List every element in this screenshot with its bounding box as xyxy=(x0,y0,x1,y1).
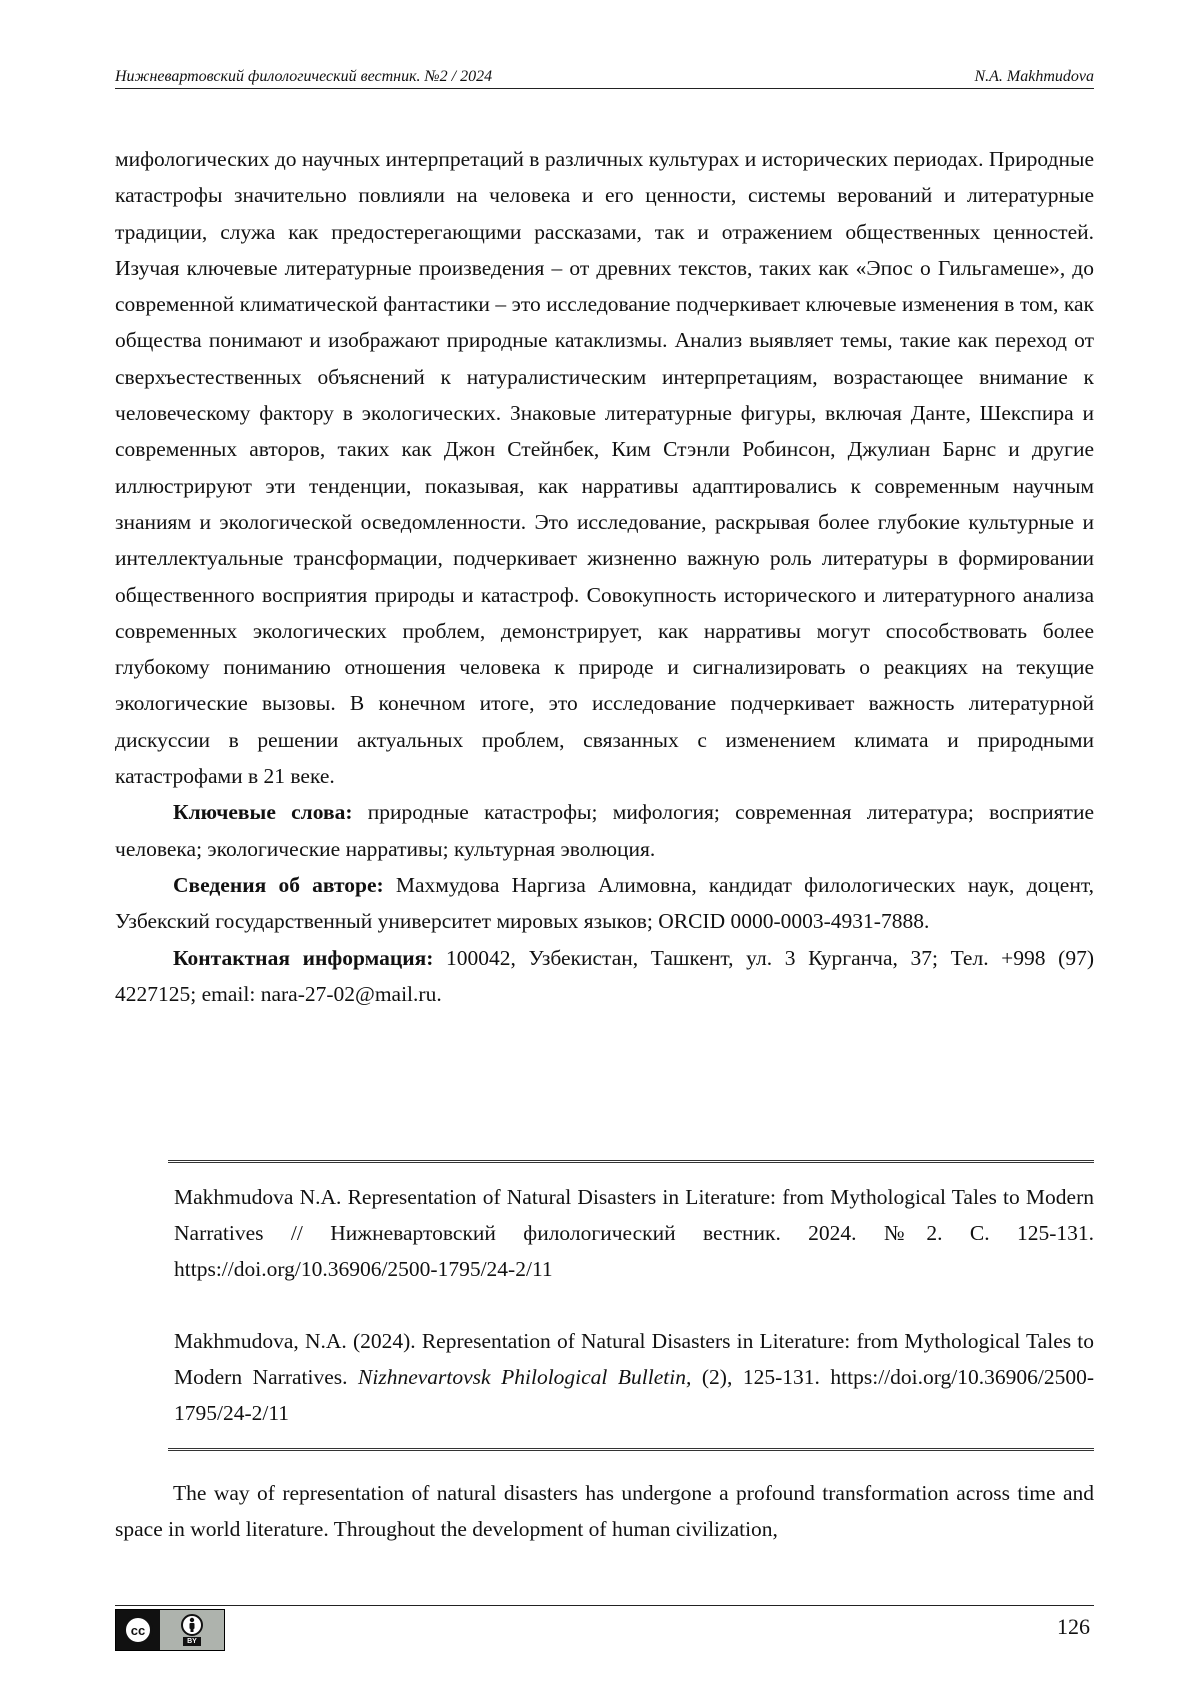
contact-label: Контактная информация: xyxy=(173,945,434,970)
author-info-text: Махмудова Наргиза Алимовна, кандидат филологических наук, доцент, Узбекский государственный университет мировых языков; ORCID 0000-0003-4931-7888. xyxy=(115,872,1094,934)
contact-paragraph xyxy=(115,940,1094,1013)
citation-apa-journal: Nizhnevartovsk Philological Bulletin, xyxy=(358,1365,692,1389)
citation-ru: Makhmudova N.A. Representation of Natural Disasters in Literature: from Mythological Tales to Modern Narratives // Нижневартовский филологический вестник. 2024. №2. С. 125-131. https://doi.org/10.36906/2500-1795/24-2/11 xyxy=(174,1185,1094,1281)
keywords-label: Ключевые слова: xyxy=(173,800,353,825)
body-paragraph: The way of representation of natural disasters has undergone a profound transformation across time and space in world literature. Throughout the development of human civilization, xyxy=(115,1481,1094,1542)
header-author: N.A. Makhmudova xyxy=(974,68,1094,85)
by-label: BY xyxy=(183,1637,201,1646)
keywords-paragraph xyxy=(115,794,1094,867)
person-icon xyxy=(181,1614,203,1636)
abstract-section xyxy=(115,141,1094,1012)
citation-apa-part1: Makhmudova, N.A. (2024). Representation of Natural Disasters in Literature: from Mythological Tales to Modern Narratives. xyxy=(174,1329,1094,1389)
page-number: 126 xyxy=(1057,1614,1090,1639)
cc-icon-wrap xyxy=(116,1610,160,1650)
footer-divider xyxy=(115,1605,1094,1606)
body-text-en xyxy=(115,1475,1094,1548)
contact-text: 100042, Узбекистан, Ташкент, ул. 3 Курганча, 37; Тел. +998 (97) 4227125; email: nara-27-02@mail.ru. xyxy=(115,945,1094,1006)
running-header xyxy=(115,62,1094,89)
by-icon-wrap xyxy=(160,1610,224,1650)
cc-by-license-badge xyxy=(115,1609,225,1651)
author-info-paragraph xyxy=(115,867,1094,940)
author-info-label: Сведения об авторе: xyxy=(173,872,384,897)
abstract-text: мифологических до научных интерпретаций в различных культурах и исторических периодах. Природные катастрофы значительно повлияли на человека и его ценности, системы верований и литературные традиции, служа как предостерегающими рассказами, так и отражением общественных ценностей. Изучая ключевые литературные произведения – от древних текстов, таких как «Эпос о Гильгамеше», до современной климатической фантастики – это исследование подчеркивает ключевые изменения в том, как общества понимают и изображают природные катаклизмы. Анализ выявляет темы, такие как переход от сверхъестественных объяснений к натуралистическим интерпретациям, возрастающее внимание к человеческому фактору в экологических. Знаковые литературные фигуры, включая Данте, Шекспира и современных авторов, таких как Джон Стейнбек, Ким Стэнли Робинсон, Джулиан Барнс и другие иллюстрируют эти тенденции, показывая, как нарративы адаптировались к современным научным знаниям и экологической осведомленности. Это исследование, раскрывая более глубокие культурные и интеллектуальные трансформации, подчеркивает жизненно важную роль литературы в формировании общественного восприятия природы и катастроф. Совокупность исторического и литературного анализа современных экологических проблем, демонстрирует, как нарративы могут способствовать более глубокому пониманию отношения человека к природе и сигнализировать о реакциях на текущие экологические вызовы. В конечном итоге, это исследование подчеркивает важность литературной дискуссии в решении актуальных проблем, связанных с изменением климата и природными катастрофами в 21 веке. xyxy=(115,147,1094,789)
citation-apa-part2: (2), 125-131. https://doi.org/10.36906/2500-1795/24-2/11 xyxy=(174,1365,1094,1425)
citation-box xyxy=(168,1160,1094,1451)
header-journal: Нижневартовский филологический вестник. №2 / 2024 xyxy=(115,68,493,85)
citation-apa xyxy=(174,1323,1094,1431)
cc-icon: cc xyxy=(123,1615,153,1645)
keywords-text: природные катастрофы; мифология; современная литература; восприятие человека; экологические нарративы; культурная эволюция. xyxy=(115,800,1094,861)
